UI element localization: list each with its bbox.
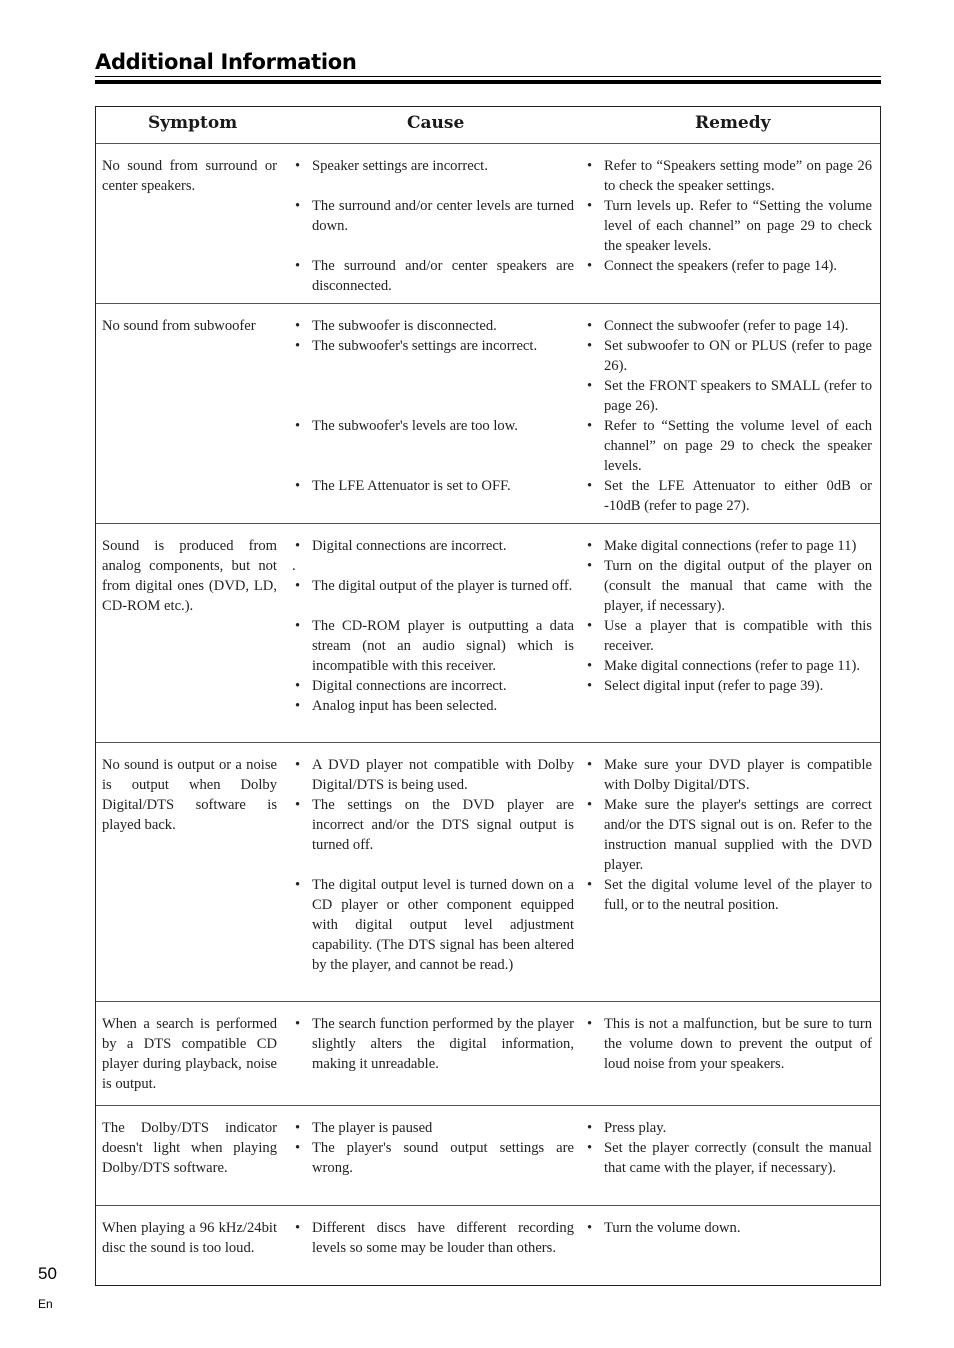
cause-item: • The search function performed by the player slightly alters the digital information, making it unreadable. [292, 1014, 574, 1074]
symptom-cell: No sound from surround or center speakers. [102, 158, 277, 194]
remedy-item: • Set the LFE Attenuator to either 0dB or -10dB (refer to page 27). [584, 476, 872, 516]
cause-item: • Digital connections are incorrect. [292, 536, 574, 556]
header-remedy: Remedy [695, 113, 771, 133]
header-cause: Cause [407, 113, 465, 133]
symptom-cell: No sound from subwoofer [102, 318, 256, 334]
title-rule-thin [95, 76, 881, 77]
cause-spacer [292, 436, 574, 456]
cause-spacer [292, 356, 574, 376]
cause-spacer [292, 855, 574, 875]
remedy-cell [584, 1014, 872, 1074]
table-row [96, 144, 880, 304]
cause-item: • The surround and/or center levels are turned down. [292, 196, 574, 236]
remedy-cell [584, 1218, 872, 1238]
cause-item: • Digital connections are incorrect. [292, 676, 574, 696]
header-symptom: Symptom [148, 113, 238, 133]
table-row [96, 743, 880, 1002]
cause-item: • The surround and/or center speakers are disconnected. [292, 256, 574, 296]
table-row [96, 1106, 880, 1206]
cause-stray-dot: . [292, 558, 296, 574]
cause-item: • The player's sound output settings are wrong. [292, 1138, 574, 1178]
remedy-item: • Refer to “Speakers setting mode” on page 26 to check the speaker settings. [584, 156, 872, 196]
cause-spacer [292, 456, 574, 476]
table-row [96, 524, 880, 743]
cause-spacer [292, 176, 574, 196]
remedy-cell [584, 536, 872, 696]
symptom-cell: No sound is output or a noise is output when Dolby Digital/DTS software is played back. [102, 757, 277, 833]
cause-item: • The digital output level is turned down on a CD player or other component equipped with digital output level adjustment capability. (The DTS signal has been altered by the player, and cannot be read.) [292, 875, 574, 975]
remedy-item: • Make digital connections (refer to page 11) [584, 536, 872, 556]
remedy-cell [584, 156, 872, 276]
cause-item: • Speaker settings are incorrect. [292, 156, 574, 176]
cause-spacer [292, 596, 574, 616]
cause-cell [292, 536, 574, 716]
cause-item: • The subwoofer's levels are too low. [292, 416, 574, 436]
remedy-cell [584, 755, 872, 915]
remedy-item: • Connect the subwoofer (refer to page 14). [584, 316, 872, 336]
symptom-cell: When playing a 96 kHz/24bit disc the sound is too loud. [102, 1220, 277, 1256]
remedy-item: • Make digital connections (refer to page 11). [584, 656, 872, 676]
page-number: 50 [38, 1264, 57, 1283]
symptom-cell: Sound is produced from analog components, but not from digital ones (DVD, LD, CD-ROM etc.). [102, 538, 277, 614]
remedy-item: • Refer to “Setting the volume level of each channel” on page 29 to check the speaker levels. [584, 416, 872, 476]
remedy-item: • Make sure your DVD player is compatible with Dolby Digital/DTS. [584, 755, 872, 795]
cause-spacer [292, 236, 574, 256]
cause-item: • The subwoofer's settings are incorrect. [292, 336, 574, 356]
cause-cell [292, 755, 574, 975]
remedy-cell [584, 1118, 872, 1178]
cause-item: • The settings on the DVD player are incorrect and/or the DTS signal output is turned off. [292, 795, 574, 855]
cause-item: • The player is paused [292, 1118, 574, 1138]
section-title: Additional Information [95, 50, 357, 74]
remedy-item: • Press play. [584, 1118, 872, 1138]
cause-cell [292, 316, 574, 496]
symptom-cell: When a search is performed by a DTS compatible CD player during playback, noise is output. [102, 1016, 277, 1092]
cause-spacer [292, 376, 574, 396]
cause-item: • The subwoofer is disconnected. [292, 316, 574, 336]
table-body [96, 144, 880, 1285]
page-language: En [38, 1297, 53, 1311]
remedy-item: • This is not a malfunction, but be sure to turn the volume down to prevent the output of loud noise from your speakers. [584, 1014, 872, 1074]
title-rule-thick [95, 80, 881, 84]
remedy-item: • Use a player that is compatible with this receiver. [584, 616, 872, 656]
remedy-item: • Make sure the player's settings are correct and/or the DTS signal out is on. Refer to the instruction manual supplied with the DVD player. [584, 795, 872, 875]
remedy-item: • Select digital input (refer to page 39). [584, 676, 872, 696]
table-row [96, 304, 880, 524]
cause-item: • Analog input has been selected. [292, 696, 574, 716]
cause-item: • A DVD player not compatible with Dolby Digital/DTS is being used. [292, 755, 574, 795]
cause-cell [292, 1218, 574, 1258]
table-row [96, 1206, 880, 1285]
cause-item: • The digital output of the player is turned off. [292, 576, 574, 596]
cause-item: • The CD-ROM player is outputting a data stream (not an audio signal) which is incompatible with this receiver. [292, 616, 574, 676]
remedy-cell [584, 316, 872, 516]
symptom-cell: The Dolby/DTS indicator doesn't light when playing Dolby/DTS software. [102, 1120, 277, 1176]
cause-cell [292, 1118, 574, 1178]
remedy-item: • Connect the speakers (refer to page 14). [584, 256, 872, 276]
remedy-item: • Turn the volume down. [584, 1218, 872, 1238]
remedy-item: • Turn on the digital output of the player on (consult the manual that came with the player, if necessary). [584, 556, 872, 616]
cause-spacer [292, 396, 574, 416]
remedy-item: • Set the player correctly (consult the manual that came with the player, if necessary). [584, 1138, 872, 1178]
remedy-item: • Set the digital volume level of the player to full, or to the neutral position. [584, 875, 872, 915]
table-row [96, 1002, 880, 1106]
remedy-item: • Set subwoofer to ON or PLUS (refer to page 26). [584, 336, 872, 376]
cause-cell [292, 156, 574, 296]
remedy-item: • Set the FRONT speakers to SMALL (refer to page 26). [584, 376, 872, 416]
cause-item: • The LFE Attenuator is set to OFF. [292, 476, 574, 496]
remedy-item: • Turn levels up. Refer to “Setting the volume level of each channel” on page 29 to check the speaker levels. [584, 196, 872, 256]
table-header [96, 107, 880, 144]
cause-item: • Different discs have different recording levels so some may be louder than others. [292, 1218, 574, 1258]
troubleshooting-table [95, 106, 881, 1286]
cause-cell [292, 1014, 574, 1074]
